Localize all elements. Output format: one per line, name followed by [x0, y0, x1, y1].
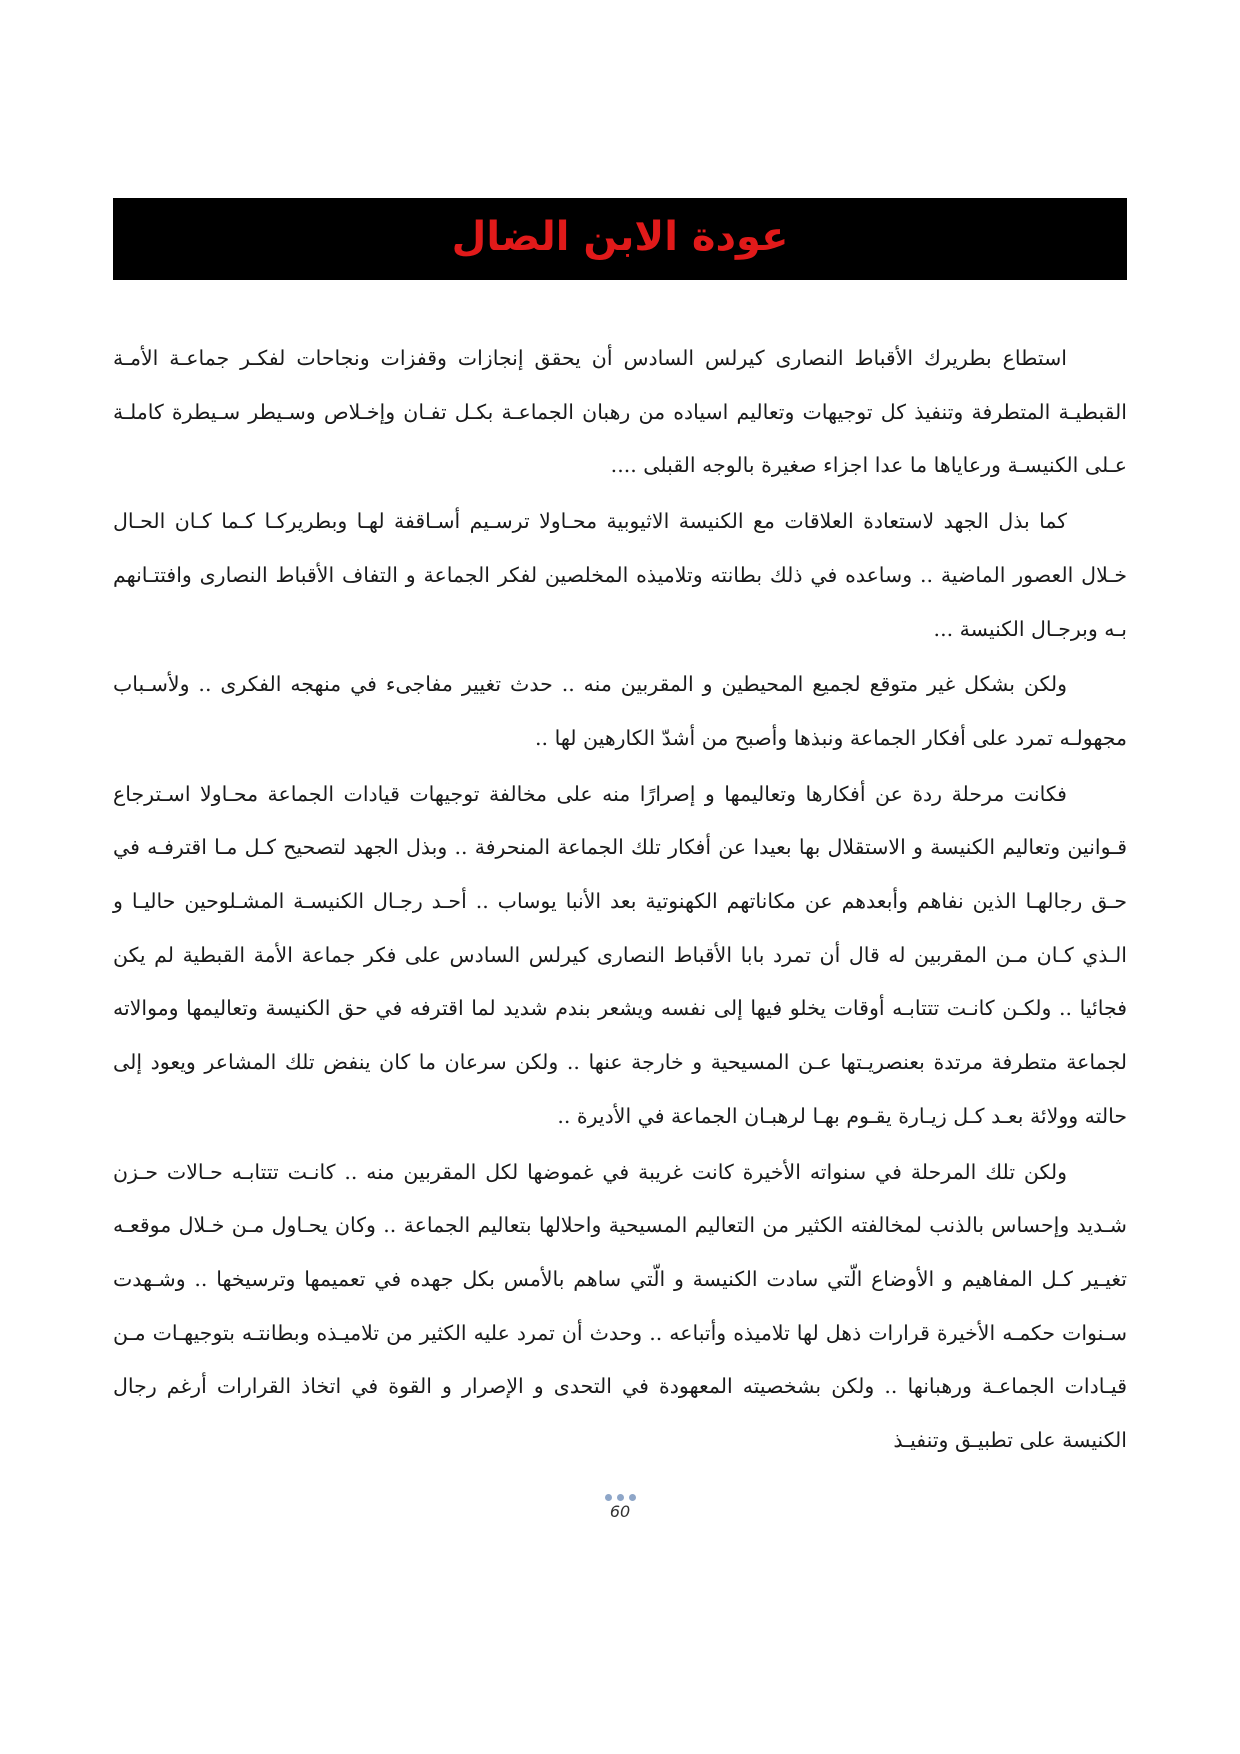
paragraph: ولكن بشكل غير متوقع لجميع المحيطين و المقربين منه .. حدث تغيير مفاجىء في منهجه الفكرى .. ولأسـباب مجهولـه تمرد على أفكار الجماعة ونبذها وأصبح من أشدّ الكارهين لها ..: [113, 672, 1127, 750]
footer-dot: [605, 1494, 612, 1501]
paragraph: كما بذل الجهد لاستعادة العلاقات مع الكنيسة الاثيوبية محـاولا ترسـيم أسـاقفة لهـا وبطريركـا كـما كـان الحـال خـلال العصور الماضية .. وساعده في ذلك بطانته وتلاميذه المخلصين لفكر الجماعة و التفاف الأقباط النصارى وافتتـانهم بـه وبرجـال الكنيسة ...: [113, 509, 1127, 641]
footer-dot: [617, 1494, 624, 1501]
paragraph: فكانت مرحلة ردة عن أفكارها وتعاليمها و إصرارًا منه على مخالفة توجيهات قيادات الجماعة محـاولا اسـترجاع قـوانين وتعاليم الكنيسة و الاستقلال بها بعيدا عن أفكار تلك الجماعة المنحرفة .. وبذل الجهد لتصحيح كـل مـا اقترفـه في حـق رجالهـا الذين نفاهم وأبعدهم عن مكاناتهم الكهنوتية بعد الأنبا يوساب .. أحـد رجـال الكنيسـة المشـلوحين حاليـا و الـذي كـان مـن المقربين له قال أن تمرد بابا الأقباط النصارى كيرلس السادس على فكر جماعة الأمة القبطية لم يكن فجائيا .. ولكـن كانـت تتتابـه أوقات يخلو فيها إلى نفسه ويشعر بندم شديد لما اقترفه في حق الكنيسة وتعاليمها وموالاته لجماعة متطرفة مرتدة بعنصريـتها عـن المسيحية و خارجة عنها .. ولكن سرعان ما كان ينفض تلك المشاعر ويعود إلى حالته وولائة بعـد كـل زيـارة يقـوم بهـا لرهبـان الجماعة في الأديرة ..: [113, 781, 1127, 1128]
chapter-title: عودة الابن الضال: [451, 214, 789, 260]
footer-dots-ornament: [605, 1494, 636, 1501]
page-number: 60: [609, 1502, 631, 1521]
document-body: [113, 332, 1127, 1470]
paragraph: استطاع بطريرك الأقباط النصارى كيرلس السادس أن يحقق إنجازات وقفزات ونجاحات لفكـر جماعـة الأمـة القبطيـة المتطرفة وتنفيذ كل توجيهات وتعاليم اسياده من رهبان الجماعـة بكـل تفـان وإخـلاص وسـيطر سـيطرة كاملـة عـلى الكنيسـة ورعاياها ما عدا اجزاء صغيرة بالوجه القبلى ....: [113, 346, 1127, 478]
chapter-title-banner: [113, 198, 1127, 280]
paragraph: ولكن تلك المرحلة في سنواته الأخيرة كانت غريبة في غموضها لكل المقربين منه .. كانـت تتتابـه حـالات حـزن شـديد وإحساس بالذنب لمخالفته الكثير من التعاليم المسيحية واحلالها بتعاليم الجماعة .. وكان يحـاول مـن خـلال موقعـه تغيـير كـل المفاهيم و الأوضاع الّتي سادت الكنيسة و الّتي ساهم بالأمس بكل جهده في تعميمها وترسيخها .. وشـهدت سـنوات حكمـه الأخيرة قرارات ذهل لها تلاميذه وأتباعه .. وحدث أن تمرد عليه الكثير من تلاميـذه وبطانتـه بتوجيهـات مـن قيـادات الجماعـة ورهبانها .. ولكن بشخصيته المعهودة في التحدى و الإصرار و القوة في اتخاذ القرارات أرغم رجال الكنيسة على تطبيـق وتنفيـذ: [113, 1159, 1127, 1453]
page-footer: [0, 1494, 1240, 1521]
footer-dot: [629, 1494, 636, 1501]
